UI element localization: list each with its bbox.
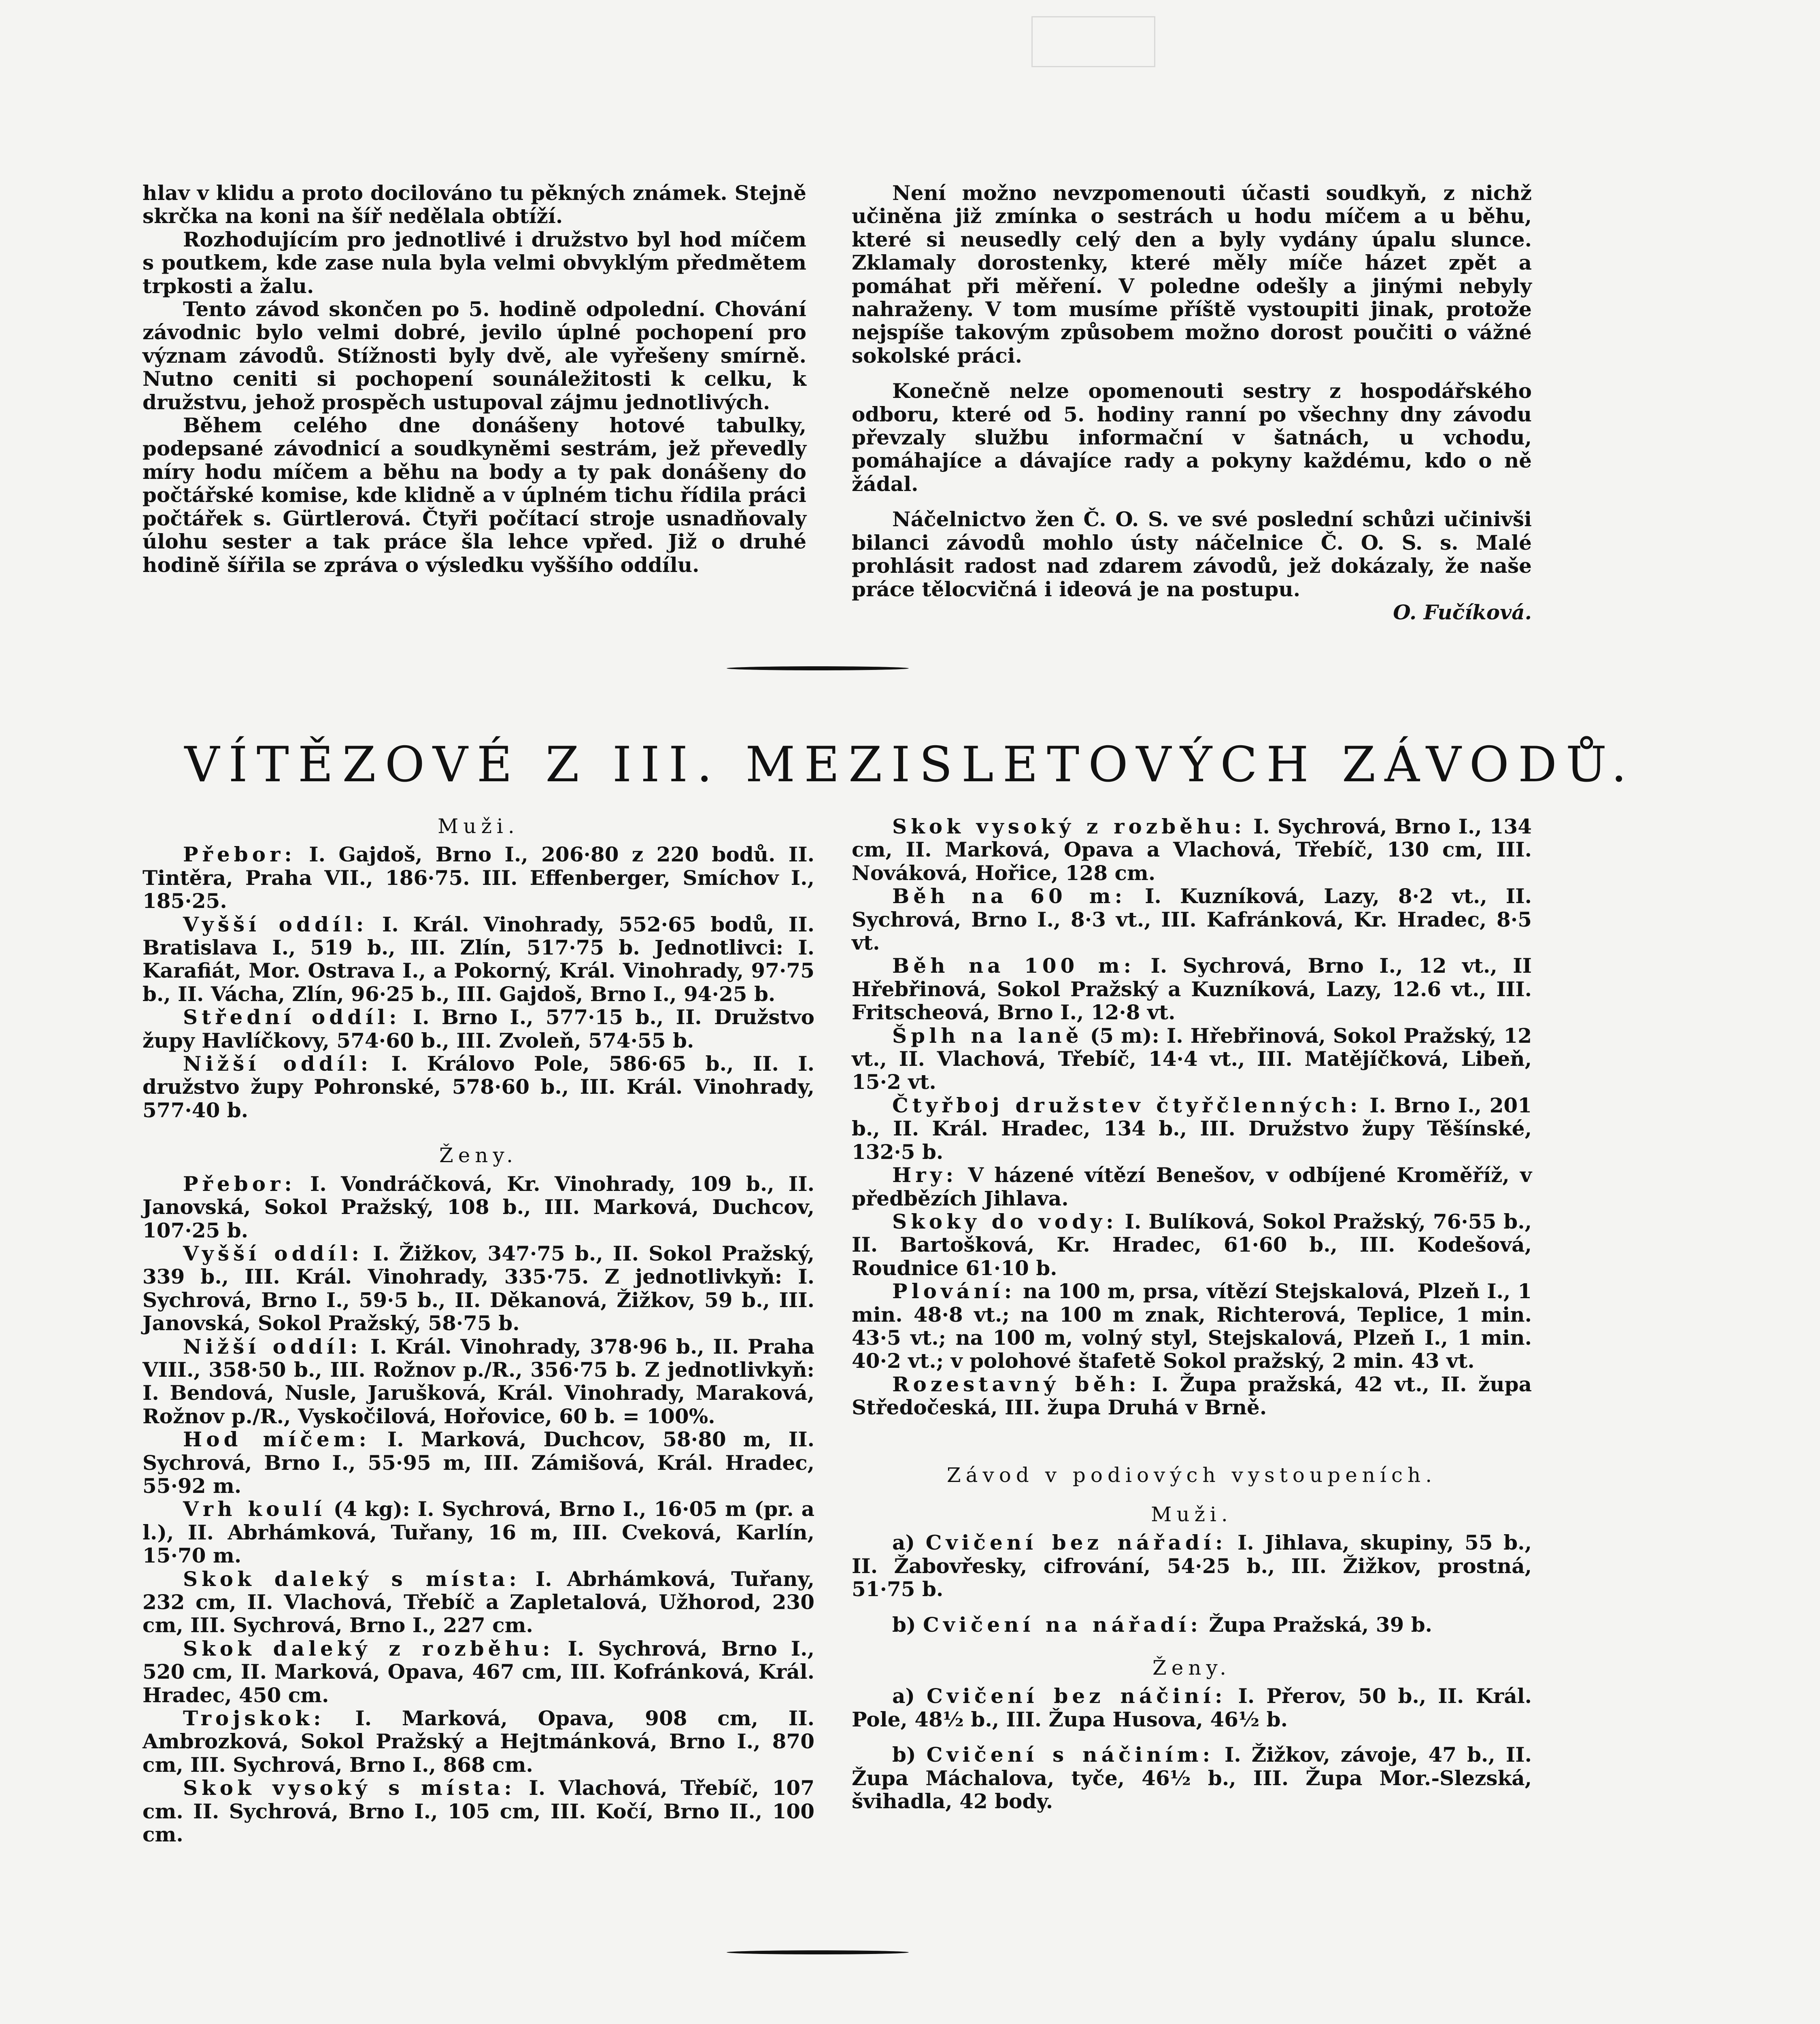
discipline-name: Skok vysoký s místa: <box>183 1776 516 1800</box>
discipline-name: Cvičení s náčiním: <box>926 1743 1214 1767</box>
result-entry <box>142 1335 814 1428</box>
discipline-name: Přebor: <box>183 1171 296 1196</box>
discipline-name: Nižší oddíl: <box>183 1334 362 1359</box>
paragraph: Není možno nevzpomenouti účasti soudkyň, z nichž učiněna již zmínka o sestrách u hodu míčem a u běhu, které si neusedly celý den a byly vydány úpalu slunce. Zklamaly dorostenky, které měly míče házet zpět a pomáhat při měření. V poledne odešly a jinými nebyly nahraženy. V tom musíme příště vystoupiti jinak, protože nejspíše takovým způsobem možno dorost poučiti o vážné sokolské práci. <box>852 181 1532 368</box>
result-entry <box>142 1776 814 1846</box>
result-entry <box>852 1094 1532 1163</box>
discipline-name: Vyšší oddíl: <box>183 1241 363 1265</box>
result-entry <box>852 1024 1532 1094</box>
result-text: I. Župa pražská, 42 vt., II. župa Středočeská, III. župa Druhá v Brně. <box>852 1372 1532 1420</box>
discipline-name: Střední oddíl: <box>183 1005 401 1029</box>
result-entry <box>142 1242 814 1335</box>
podium-heading: Závod v podiových vystoupeních. <box>946 1463 1437 1487</box>
entry-marker: a) <box>892 1684 927 1708</box>
result-text: I. Marková, Duchcov, 58·80 m, II. Sychrová, Brno I., 55·95 m, III. Zámišová, Král. Hradec, 55·92 m. <box>142 1427 814 1498</box>
podium-men-heading: Muži. <box>1151 1502 1233 1526</box>
results-right-column <box>852 815 1532 1813</box>
article-continuation-right <box>852 181 1532 624</box>
paragraph: Rozhodujícím pro jednotlivé i družstvo byl hod míčem s poutkem, kde zase nula byla velmi obvyklým předmětem trpkosti a žalu. <box>142 227 806 298</box>
result-text: (5 m): I. Hřebřinová, Sokol Pražský, 12 vt., II. Vlachová, Třebíč, 14·4 vt., III. Matějíčková, Libeň, 15·2 vt. <box>852 1023 1532 1094</box>
discipline-name: Přebor: <box>183 842 296 867</box>
discipline-name: Nižší oddíl: <box>183 1052 372 1076</box>
paragraph: Konečně nelze opomenouti sestry z hospodářského odboru, které od 5. hodiny ranní po všechny dny závodu převzaly službu informační v šatnách, u vchodu, pomáhajíce a dávajíce rady a pokyny každému, kdo o ně žádal. <box>852 379 1532 496</box>
discipline-name: Běh na 60 m: <box>892 884 1127 908</box>
discipline-name: Skok vysoký z rozběhu: <box>892 814 1246 838</box>
results-left-column <box>142 815 814 1846</box>
result-text: I. Abrhámková, Tuřany, 232 cm, II. Vlachová, Třebíč a Zapletalová, Užhorod, 230 cm, III. Sychrová, Brno I., 227 cm. <box>142 1567 814 1637</box>
result-entry <box>142 1428 814 1497</box>
result-text: I. Vlachová, Třebíč, 107 cm. II. Sychrová, Brno I., 105 cm, III. Kočí, Brno II., 100 cm. <box>142 1776 814 1847</box>
result-entry <box>142 913 814 1006</box>
result-entry <box>142 1637 814 1707</box>
result-text: I. Žižkov, 347·75 b., II. Sokol Pražský, 339 b., III. Král. Vinohrady, 335·75. Z jednotlivkyň: I. Sychrová, Brno I., 59·5 b., II. Děkanová, Žižkov, 59 b., III. Janovská, Sokol Pražský, 58·75 b. <box>142 1241 814 1335</box>
discipline-name: Skok daleký s místa: <box>183 1567 521 1591</box>
result-entry <box>852 1613 1532 1636</box>
result-text: I. Sychrová, Brno I., 134 cm, II. Marková, Opava a Vlachová, Třebíč, 130 cm, III. Nováková, Hořice, 128 cm. <box>852 814 1532 885</box>
podium-men-results <box>852 1531 1532 1636</box>
result-entry <box>852 884 1532 954</box>
result-entry <box>142 1567 814 1637</box>
result-entry <box>142 1006 814 1052</box>
result-text: Župa Pražská, 39 b. <box>1201 1612 1433 1637</box>
result-text: I. Jihlava, skupiny, 55 b., II. Žabovřesky, cifrování, 54·25 b., III. Žižkov, prostná, 51·75 b. <box>852 1531 1532 1601</box>
result-text: I. Kuzníková, Lazy, 8·2 vt., II. Sychrová, Brno I., 8·3 vt., III. Kafránková, Kr. Hradec, 8·5 vt. <box>852 884 1532 955</box>
result-text: I. Král. Vinohrady, 378·96 b., II. Praha VIII., 358·50 b., III. Rožnov p./R., 356·75 b. Z jednotlivkyň: I. Bendová, Nusle, Jarušková, Král. Vinohrady, Maraková, Rožnov p./R., Vyskočilová, Hořovice, 60 b. = 100%. <box>142 1334 815 1428</box>
result-entry <box>142 1052 814 1122</box>
discipline-name: Vyšší oddíl: <box>183 912 368 936</box>
result-entry <box>142 843 814 912</box>
discipline-name: Rozestavný běh: <box>892 1372 1141 1396</box>
result-entry <box>852 1210 1532 1280</box>
result-text: I. Bulíková, Sokol Pražský, 76·55 b., II. Bartošková, Kr. Hradec, 61·60 b., III. Kodešová, Roudnice 61·10 b. <box>852 1209 1532 1280</box>
podium-women-results <box>852 1684 1532 1813</box>
discipline-name: Běh na 100 m: <box>892 954 1135 978</box>
article-continuation-left <box>142 181 806 576</box>
section-divider <box>727 1950 909 1954</box>
author-signature: O. Fučíková. <box>1393 600 1532 624</box>
entry-marker: b) <box>892 1743 927 1767</box>
result-text: I. Vondráčková, Kr. Vinohrady, 109 b., II. Janovská, Sokol Pražský, 108 b., III. Marková, Duchcov, 107·25 b. <box>142 1171 814 1242</box>
library-stamp <box>1031 16 1155 67</box>
discipline-name: Šplh na laně <box>892 1023 1083 1048</box>
discipline-name: Skok daleký z rozběhu: <box>183 1636 554 1660</box>
result-text: I. Brno I., 201 b., II. Král. Hradec, 134 b., III. Družstvo župy Těšínské, 132·5 b. <box>852 1093 1532 1164</box>
discipline-name: Cvičení na nářadí: <box>923 1612 1202 1637</box>
podium-women-heading: Ženy. <box>1152 1656 1231 1680</box>
result-text: I. Brno I., 577·15 b., II. Družstvo župy Havlíčkovy, 574·60 b., III. Zvoleň, 574·55 b. <box>142 1005 814 1052</box>
result-text: V házené vítězí Benešov, v odbíjené Kroměříž, v předbězích Jihlava. <box>852 1163 1532 1210</box>
section-heading-men: Muži. <box>438 814 519 838</box>
result-entry <box>852 1743 1532 1813</box>
result-text: I. Marková, Opava, 908 cm, II. Ambrozková, Sokol Pražský a Hejtmánková, Brno I., 870 cm, III. Sychrová, Brno I., 868 cm. <box>142 1706 814 1777</box>
result-text: I. Přerov, 50 b., II. Král. Pole, 48½ b., III. Župa Husova, 46½ b. <box>852 1684 1532 1731</box>
paragraph: Během celého dne donášeny hotové tabulky, podepsané závodnicí a soudkyněmi sestrám, jež převedly míry hodu míčem a běhu na body a ty pak donášeny do počtářské komise, kde klidně a v úplném tichu řídila práci počtářek s. Gürtlerová. Čtyři počítací stroje usnadňovaly úlohu sester a tak práce šla lehce vpřed. Již o druhé hodině šířila se zpráva o výsledku vyššího oddílu. <box>142 413 806 577</box>
result-entry <box>142 1172 814 1242</box>
result-text: I. Žižkov, závoje, 47 b., II. Župa Máchalova, tyče, 46½ b., III. Župa Mor.-Slezská, švihadla, 42 body. <box>852 1743 1532 1814</box>
discipline-name: Hry: <box>892 1163 958 1187</box>
entry-marker: a) <box>892 1531 926 1555</box>
discipline-name: Plování: <box>892 1279 1016 1303</box>
result-text: I. Král. Vinohrady, 552·65 bodů, II. Bratislava I., 519 b., III. Zlín, 517·75 b. Jednotlivci: I. Karafiát, Mor. Ostrava I., a Pokorný, Král. Vinohrady, 97·75 b., II. Vácha, Zlín, 96·25 b., III. Gajdoš, Brno I., 94·25 b. <box>142 912 814 1006</box>
result-text: I. Královo Pole, 586·65 b., II. I. družstvo župy Pohronské, 578·60 b., III. Král. Vinohrady, 577·40 b. <box>142 1052 814 1122</box>
discipline-name: Trojskok: <box>183 1706 325 1731</box>
men-results <box>142 843 814 1122</box>
result-text: I. Sychrová, Brno I., 12 vt., II Hřebřinová, Sokol Pražský a Kuzníková, Lazy, 12.6 vt., III. Fritscheová, Brno I., 12·8 vt. <box>852 954 1532 1025</box>
discipline-name: Vrh koulí <box>183 1497 326 1521</box>
discipline-name: Hod míčem: <box>183 1427 370 1452</box>
women-results <box>142 1172 814 1846</box>
result-entry <box>852 1684 1532 1731</box>
result-entry <box>852 954 1532 1024</box>
results-headline: VÍTĚZOVÉ Z III. MEZISLETOVÝCH ZÁVODŮ. <box>184 737 1636 793</box>
paragraph: hlav v klidu a proto docilováno tu pěkných známek. Stejně skrčka na koni na šíř nedělala obtíží. <box>142 181 806 228</box>
result-text: I. Gajdoš, Brno I., 206·80 z 220 bodů. II. Tintěra, Praha VII., 186·75. III. Effenberger, Smíchov I., 185·25. <box>142 842 814 913</box>
result-text: na 100 m, prsa, vítězí Stejskalová, Plzeň I., 1 min. 48·8 vt.; na 100 m znak, Richterová, Teplice, 1 min. 43·5 vt.; na 100 m, volný styl, Stejskalová, Plzeň I., 1 min. 40·2 vt.; v polohové štafetě Sokol pražský, 2 min. 43 vt. <box>852 1279 1532 1373</box>
section-heading-women: Ženy. <box>439 1144 518 1167</box>
result-entry <box>852 1163 1532 1210</box>
section-divider <box>727 666 909 670</box>
discipline-name: Skoky do vody: <box>892 1209 1118 1233</box>
result-entry <box>852 815 1532 884</box>
discipline-name: Cvičení bez nářadí: <box>925 1531 1227 1555</box>
result-entry <box>142 1497 814 1567</box>
paragraph: Náčelnictvo žen Č. O. S. ve své poslední schůzi učinivši bilanci závodů mohlo ústy náčelnice Č. O. S. s. Malé prohlásit radost nad zdarem závodů, jež dokázaly, že naše práce tělocvičná i ideová je na postupu. <box>852 507 1532 601</box>
paragraph: Tento závod skončen po 5. hodině odpolední. Chování závodnic bylo velmi dobré, jevilo úplné pochopení pro význam závodů. Stížnosti byly dvě, ale vyřešeny smírně. Nutno ceniti si pochopení sounáležitosti k celku, k družstvu, jehož prospěch ustupoval zájmu jednotlivých. <box>142 297 806 414</box>
entry-marker: b) <box>892 1612 923 1637</box>
result-entry <box>852 1531 1532 1601</box>
result-text: I. Sychrová, Brno I., 520 cm, II. Marková, Opava, 467 cm, III. Kofránková, Král. Hradec, 450 cm. <box>142 1636 814 1707</box>
result-entry <box>852 1280 1532 1373</box>
result-entry <box>852 1373 1532 1419</box>
discipline-name: Čtyřboj družstev čtyřčlenných: <box>892 1093 1362 1117</box>
women-results-continued <box>852 815 1532 1419</box>
result-entry <box>142 1707 814 1776</box>
result-text: (4 kg): I. Sychrová, Brno I., 16·05 m (pr. a l.), II. Abrhámková, Tuřany, 16 m, III. Cveková, Karlín, 15·70 m. <box>142 1497 815 1568</box>
discipline-name: Cvičení bez náčiní: <box>927 1684 1227 1708</box>
